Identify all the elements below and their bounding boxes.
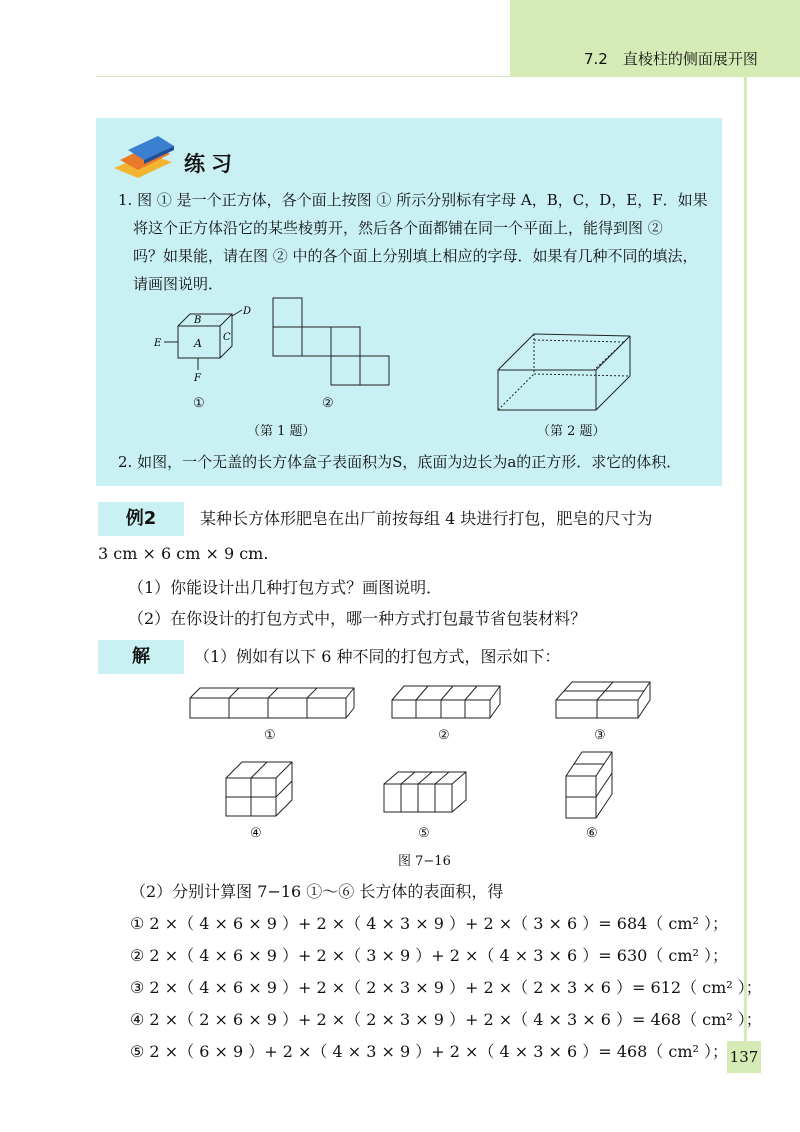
pack-label-6: ⑥ [586, 826, 598, 841]
cube-label-b: B [194, 315, 202, 326]
pack-fig-1 [186, 682, 358, 722]
calc-line-4: ④ 2 ×（ 2 × 6 × 9 ）+ 2 ×（ 2 × 3 × 9 ）+ 2 ×（ 4 × 3 × 6 ）= 468（ cm² ）； [130, 1010, 762, 1029]
pack-label-5: ⑤ [418, 826, 430, 841]
pack-fig-6 [562, 748, 622, 822]
calc-line-2: ② 2 ×（ 4 × 6 × 9 ）+ 2 ×（ 3 × 9 ）+ 2 ×（ 4 × 3 × 6 ）= 630（ cm² ）； [130, 946, 729, 965]
calc-line-1: ① 2 ×（ 4 × 6 × 9 ）+ 2 ×（ 4 × 3 × 9 ）+ 2 ×（ 3 × 6 ）= 684（ cm² ）； [130, 914, 729, 933]
page-number: 137 [727, 1041, 761, 1073]
solution-label: 解 [98, 640, 184, 674]
caption-q1: （第 1 题） [247, 424, 316, 439]
practice-books-icon [108, 134, 178, 180]
cube-label-f: F [194, 373, 201, 384]
q1-line-3: 吗？如果能，请在图 ② 中的各个面上分别填上相应的字母．如果有几种不同的填法， [133, 247, 698, 265]
example-line-1: 某种长方体形肥皂在出厂前按每组 4 块进行打包，肥皂的尺寸为 [200, 509, 653, 528]
solution-line-1: （1）例如有以下 6 种不同的打包方式，图示如下： [194, 647, 561, 666]
q1-line-2: 将这个正方体沿它的某些棱剪开，然后各个面都铺在同一个平面上，能得到图 ② [133, 219, 663, 237]
calc-line-5: ⑤ 2 ×（ 6 × 9 ）+ 2 ×（ 4 × 3 × 9 ）+ 2 ×（ 4 × 3 × 6 ）= 468（ cm² ）； [130, 1042, 729, 1061]
example-line-2: 3 cm × 6 cm × 9 cm. [98, 544, 269, 563]
fig-label-2: ② [322, 396, 334, 411]
side-margin-bar [744, 76, 747, 1056]
cube-label-c: C [223, 332, 231, 343]
fig-cube-net [268, 296, 394, 390]
example-q2: （2）在你设计的打包方式中，哪一种方式打包最节省包装材料？ [128, 609, 587, 628]
fig-label-1: ① [193, 396, 205, 411]
cube-label-e: E [154, 338, 162, 349]
calc-line-3: ③ 2 ×（ 4 × 6 × 9 ）+ 2 ×（ 2 × 3 × 9 ）+ 2 ×（ 2 × 3 × 6 ）= 612（ cm² ）； [130, 978, 762, 997]
example-label: 例2 [98, 502, 184, 536]
caption-q2: （第 2 题） [537, 424, 606, 439]
pack-fig-2 [388, 682, 504, 722]
fig-labeled-cube [150, 300, 260, 390]
pack-label-2: ② [438, 728, 450, 743]
q1-line-1: 1. 图 ① 是一个正方体，各个面上按图 ① 所示分别标有字母 A，B，C，D，E，F．如果 [118, 191, 708, 209]
pack-fig-5 [380, 768, 470, 816]
pack-fig-3 [552, 678, 652, 722]
pack-label-4: ④ [250, 826, 262, 841]
pack-label-3: ③ [594, 728, 606, 743]
q1-line-4: 请画图说明． [133, 275, 224, 293]
page-header-title: 7.2 直棱柱的侧面展开图 [584, 50, 758, 68]
practice-title: 练习 [184, 152, 238, 176]
cube-label-a: A [194, 337, 202, 350]
example-q1: （1）你能设计出几种打包方式？画图说明． [128, 578, 443, 597]
figure-caption: 图 7−16 [398, 854, 451, 869]
header-divider [96, 76, 800, 77]
q2-text: 2. 如图，一个无盖的长方体盒子表面积为S，底面为边长为a的正方形．求它的体积． [118, 453, 682, 471]
solution-part-2: （2）分别计算图 7−16 ①～⑥ 长方体的表面积，得 [130, 882, 504, 901]
cube-label-d: D [243, 306, 252, 317]
pack-label-1: ① [264, 728, 276, 743]
fig-open-box [494, 330, 634, 414]
pack-fig-4 [222, 758, 298, 820]
